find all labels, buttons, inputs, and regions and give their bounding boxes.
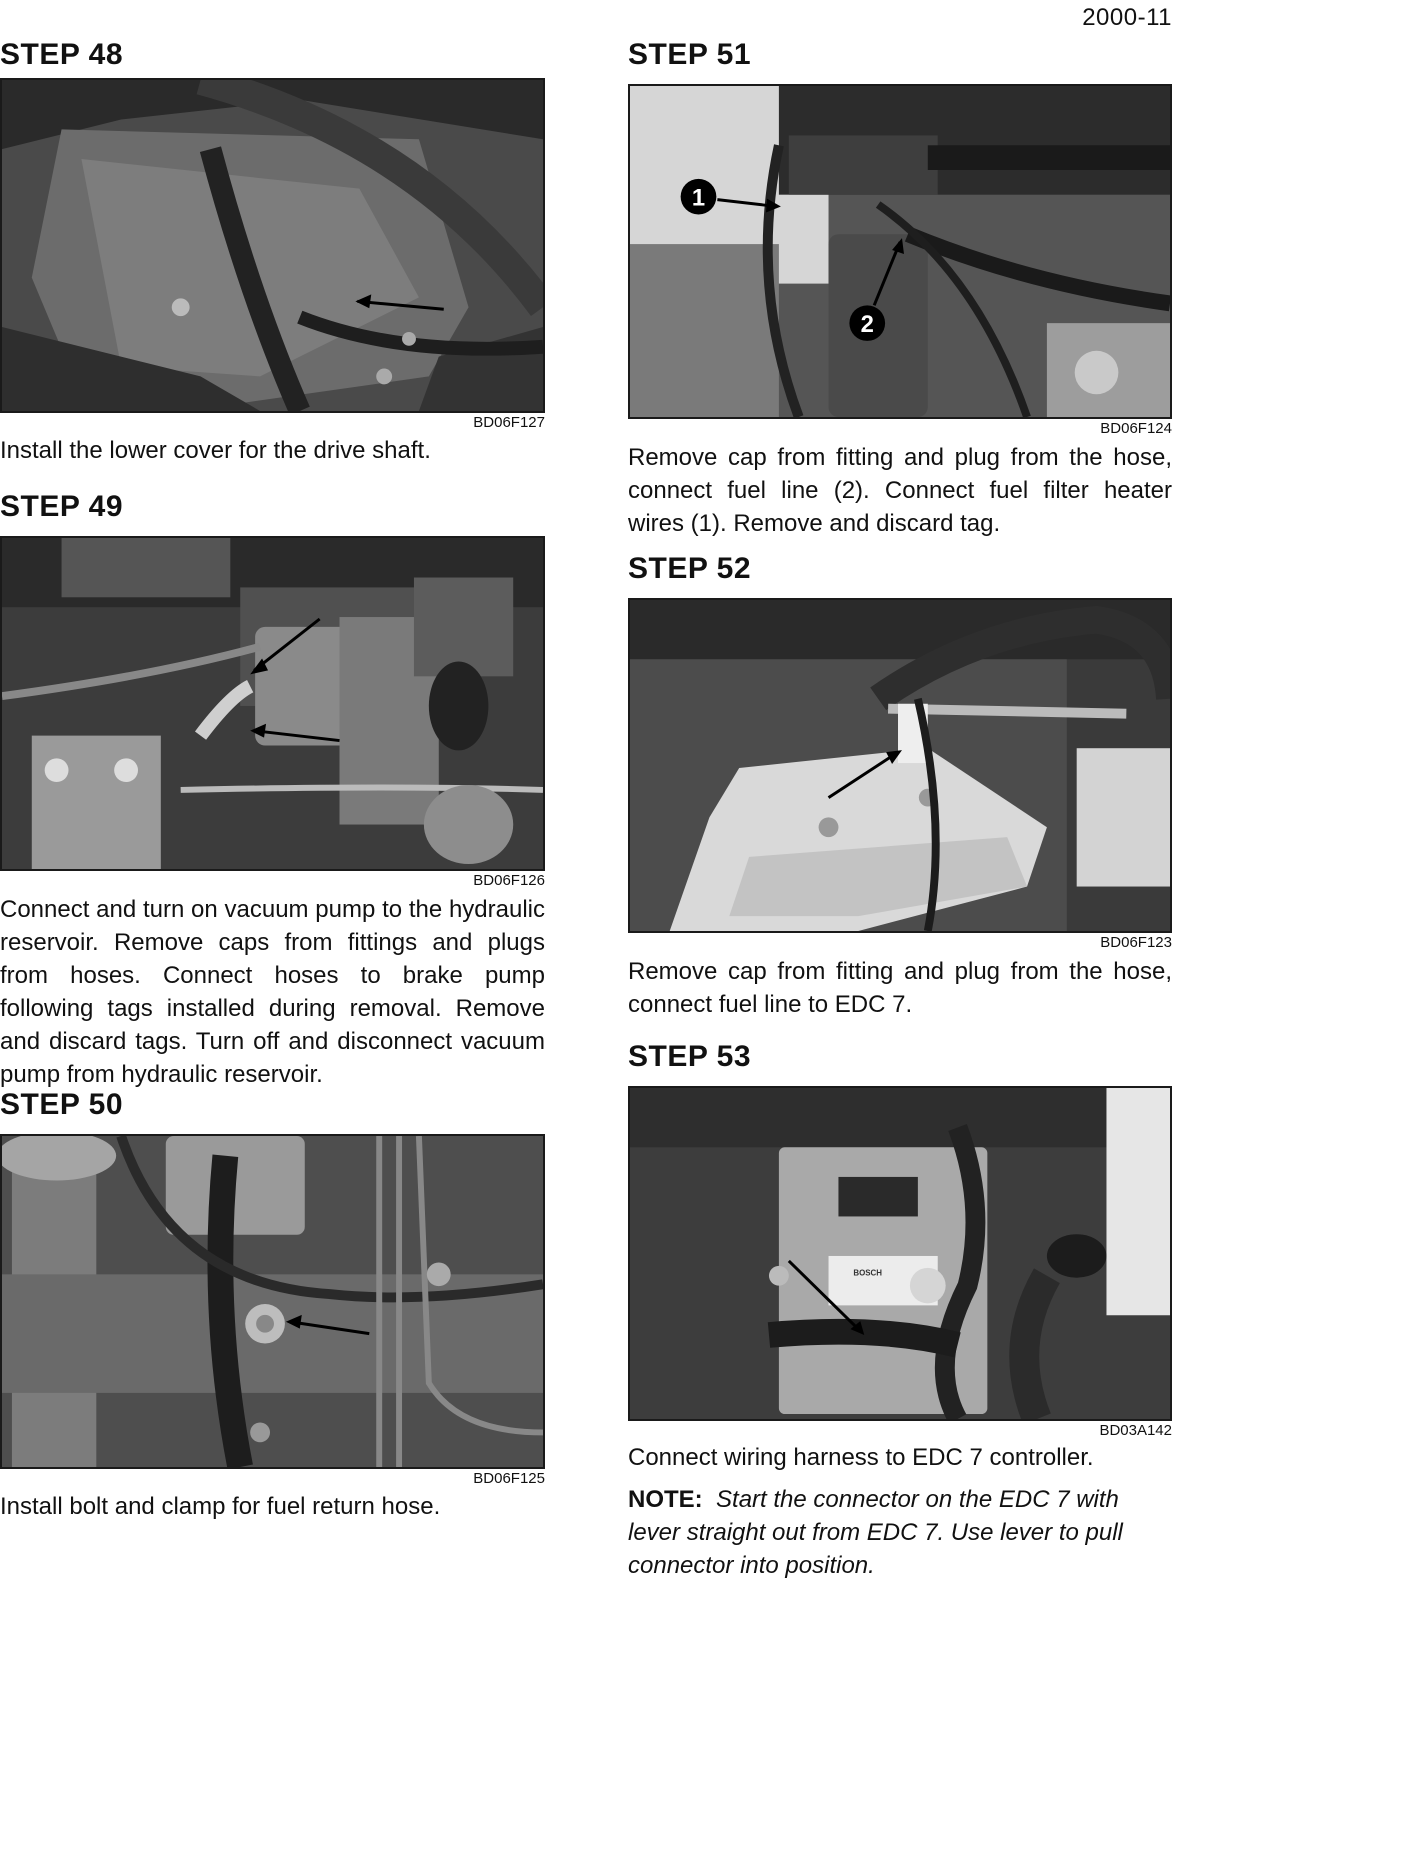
callout-1-label: 1 <box>691 184 706 212</box>
step-51-title: STEP 51 <box>628 38 752 71</box>
step-52-photo-code: BD06F123 <box>1100 934 1172 951</box>
page-number: 2000-11 <box>1082 4 1172 31</box>
note-label: NOTE: <box>628 1486 703 1513</box>
step-48-photo-code: BD06F127 <box>473 414 545 431</box>
step-53-title: STEP 53 <box>628 1040 752 1073</box>
step-53-photo-code: BD03A142 <box>1099 1422 1172 1439</box>
note-text: Start the connector on the EDC 7 with lever straight out from EDC 7. Use lever to pull connector into position. <box>628 1486 1123 1579</box>
step-48-title: STEP 48 <box>0 38 124 71</box>
step-52-title: STEP 52 <box>628 552 752 585</box>
step-53-instruction: Connect wiring harness to EDC 7 controller. <box>628 1444 1094 1471</box>
step-49-instruction: Connect and turn on vacuum pump to the hydraulic reservoir. Remove caps from fittings and plugs from hoses. Connect hoses to brake pump following tags installed during removal. Remove and discard tags. Turn off and disconnect vacuum pump from hydraulic reservoir. <box>0 896 545 1088</box>
step-50-photo-code: BD06F125 <box>473 1470 545 1487</box>
step-51-photo-code: BD06F124 <box>1100 420 1172 437</box>
step-50-title: STEP 50 <box>0 1088 124 1121</box>
step-49-photo <box>0 536 545 871</box>
step-48-instruction: Install the lower cover for the drive shaft. <box>0 437 431 464</box>
step-50-photo <box>0 1134 545 1469</box>
callout-2-label: 2 <box>860 311 874 339</box>
step-53-note <box>628 1483 1172 1582</box>
step-52-photo <box>628 598 1172 933</box>
step-52-instruction: Remove cap from fitting and plug from the hose, connect fuel line to EDC 7. <box>628 958 1172 1018</box>
step-50-instruction: Install bolt and clamp for fuel return hose. <box>0 1493 441 1520</box>
step-48-photo <box>0 78 545 413</box>
step-51-instruction: Remove cap from fitting and plug from the hose, connect fuel line (2). Connect fuel filter heater wires (1). Remove and discard tag. <box>628 444 1172 537</box>
ecu-label-text: BOSCH <box>853 1268 882 1278</box>
step-49-title: STEP 49 <box>0 490 124 523</box>
step-51-photo <box>628 84 1172 419</box>
step-49-photo-code: BD06F126 <box>473 872 545 889</box>
step-53-photo <box>628 1086 1172 1421</box>
